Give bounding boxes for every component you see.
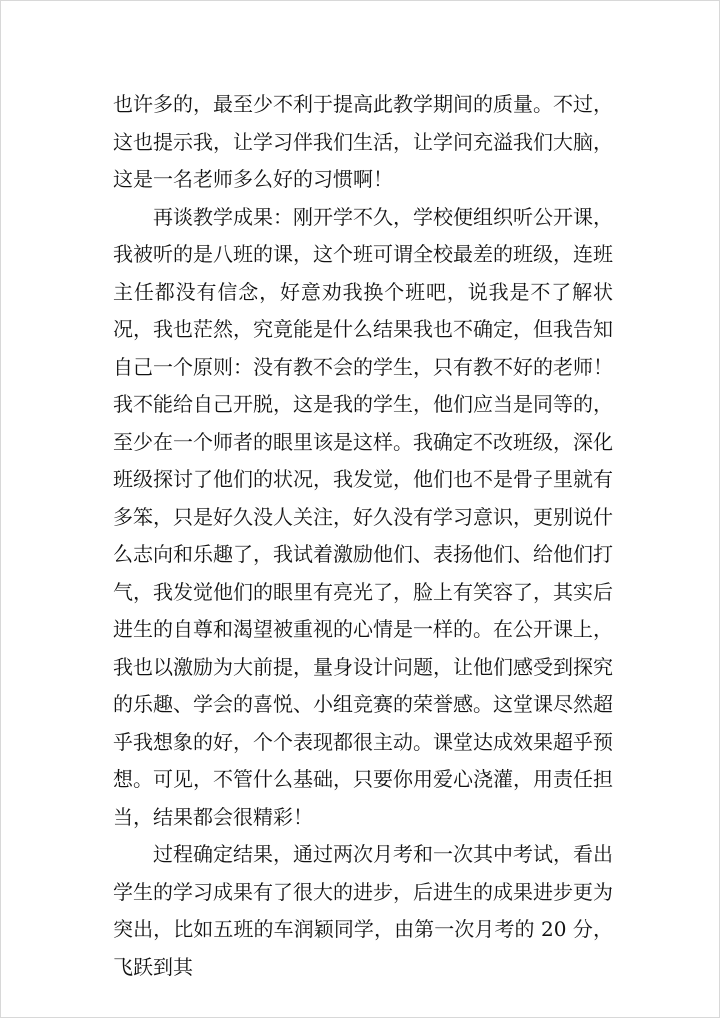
paragraph-3: 过程确定结果，通过两次月考和一次其中考试，看出学生的学习成果有了很大的进步，后进生的成果进步更为突出，比如五班的车润颖同学，由第一次月考的 20 分，飞跃到其 <box>113 842 613 979</box>
document-body <box>113 86 613 986</box>
paragraph-2: 再谈教学成果：刚开学不久，学校便组织听公开课，我被听的是八班的课，这个班可谓全校最差的班级，连班主任都没有信念，好意劝我换个班吧，说我是不了解状况，我也茫然，究竟能是什么结果我也不确定，但我告知自己一个原则：没有教不会的学生，只有教不好的老师！我不能给自己开脱，这是我的学生，他们应当是同等的，至少在一个师者的眼里该是这样。我确定不改班级，深化班级探讨了他们的状况，我发觉，他们也不是骨子里就有多笨，只是好久没人关注，好久没有学习意识，更别说什么志向和乐趣了，我试着激励他们、表扬他们、给他们打气，我发觉他们的眼里有亮光了，脸上有笑容了，其实后进生的自尊和渴望被重视的心情是一样的。在公开课上，我也以激励为大前提，量身设计问题，让他们感受到探究的乐趣、学会的喜悦、小组竞赛的荣誉感。这堂课尽然超乎我想象的好，个个表现都很主动。课堂达成效果超乎预想。可见，不管什么基础，只要你用爱心浇灌，用责任担当，结果都会很精彩！ <box>113 204 613 829</box>
paragraph-1: 也许多的，最至少不利于提高此教学期间的质量。不过，这也提示我，让学习伴我们生活，让学问充溢我们大脑，这是一名老师多么好的习惯啊！ <box>113 92 613 191</box>
